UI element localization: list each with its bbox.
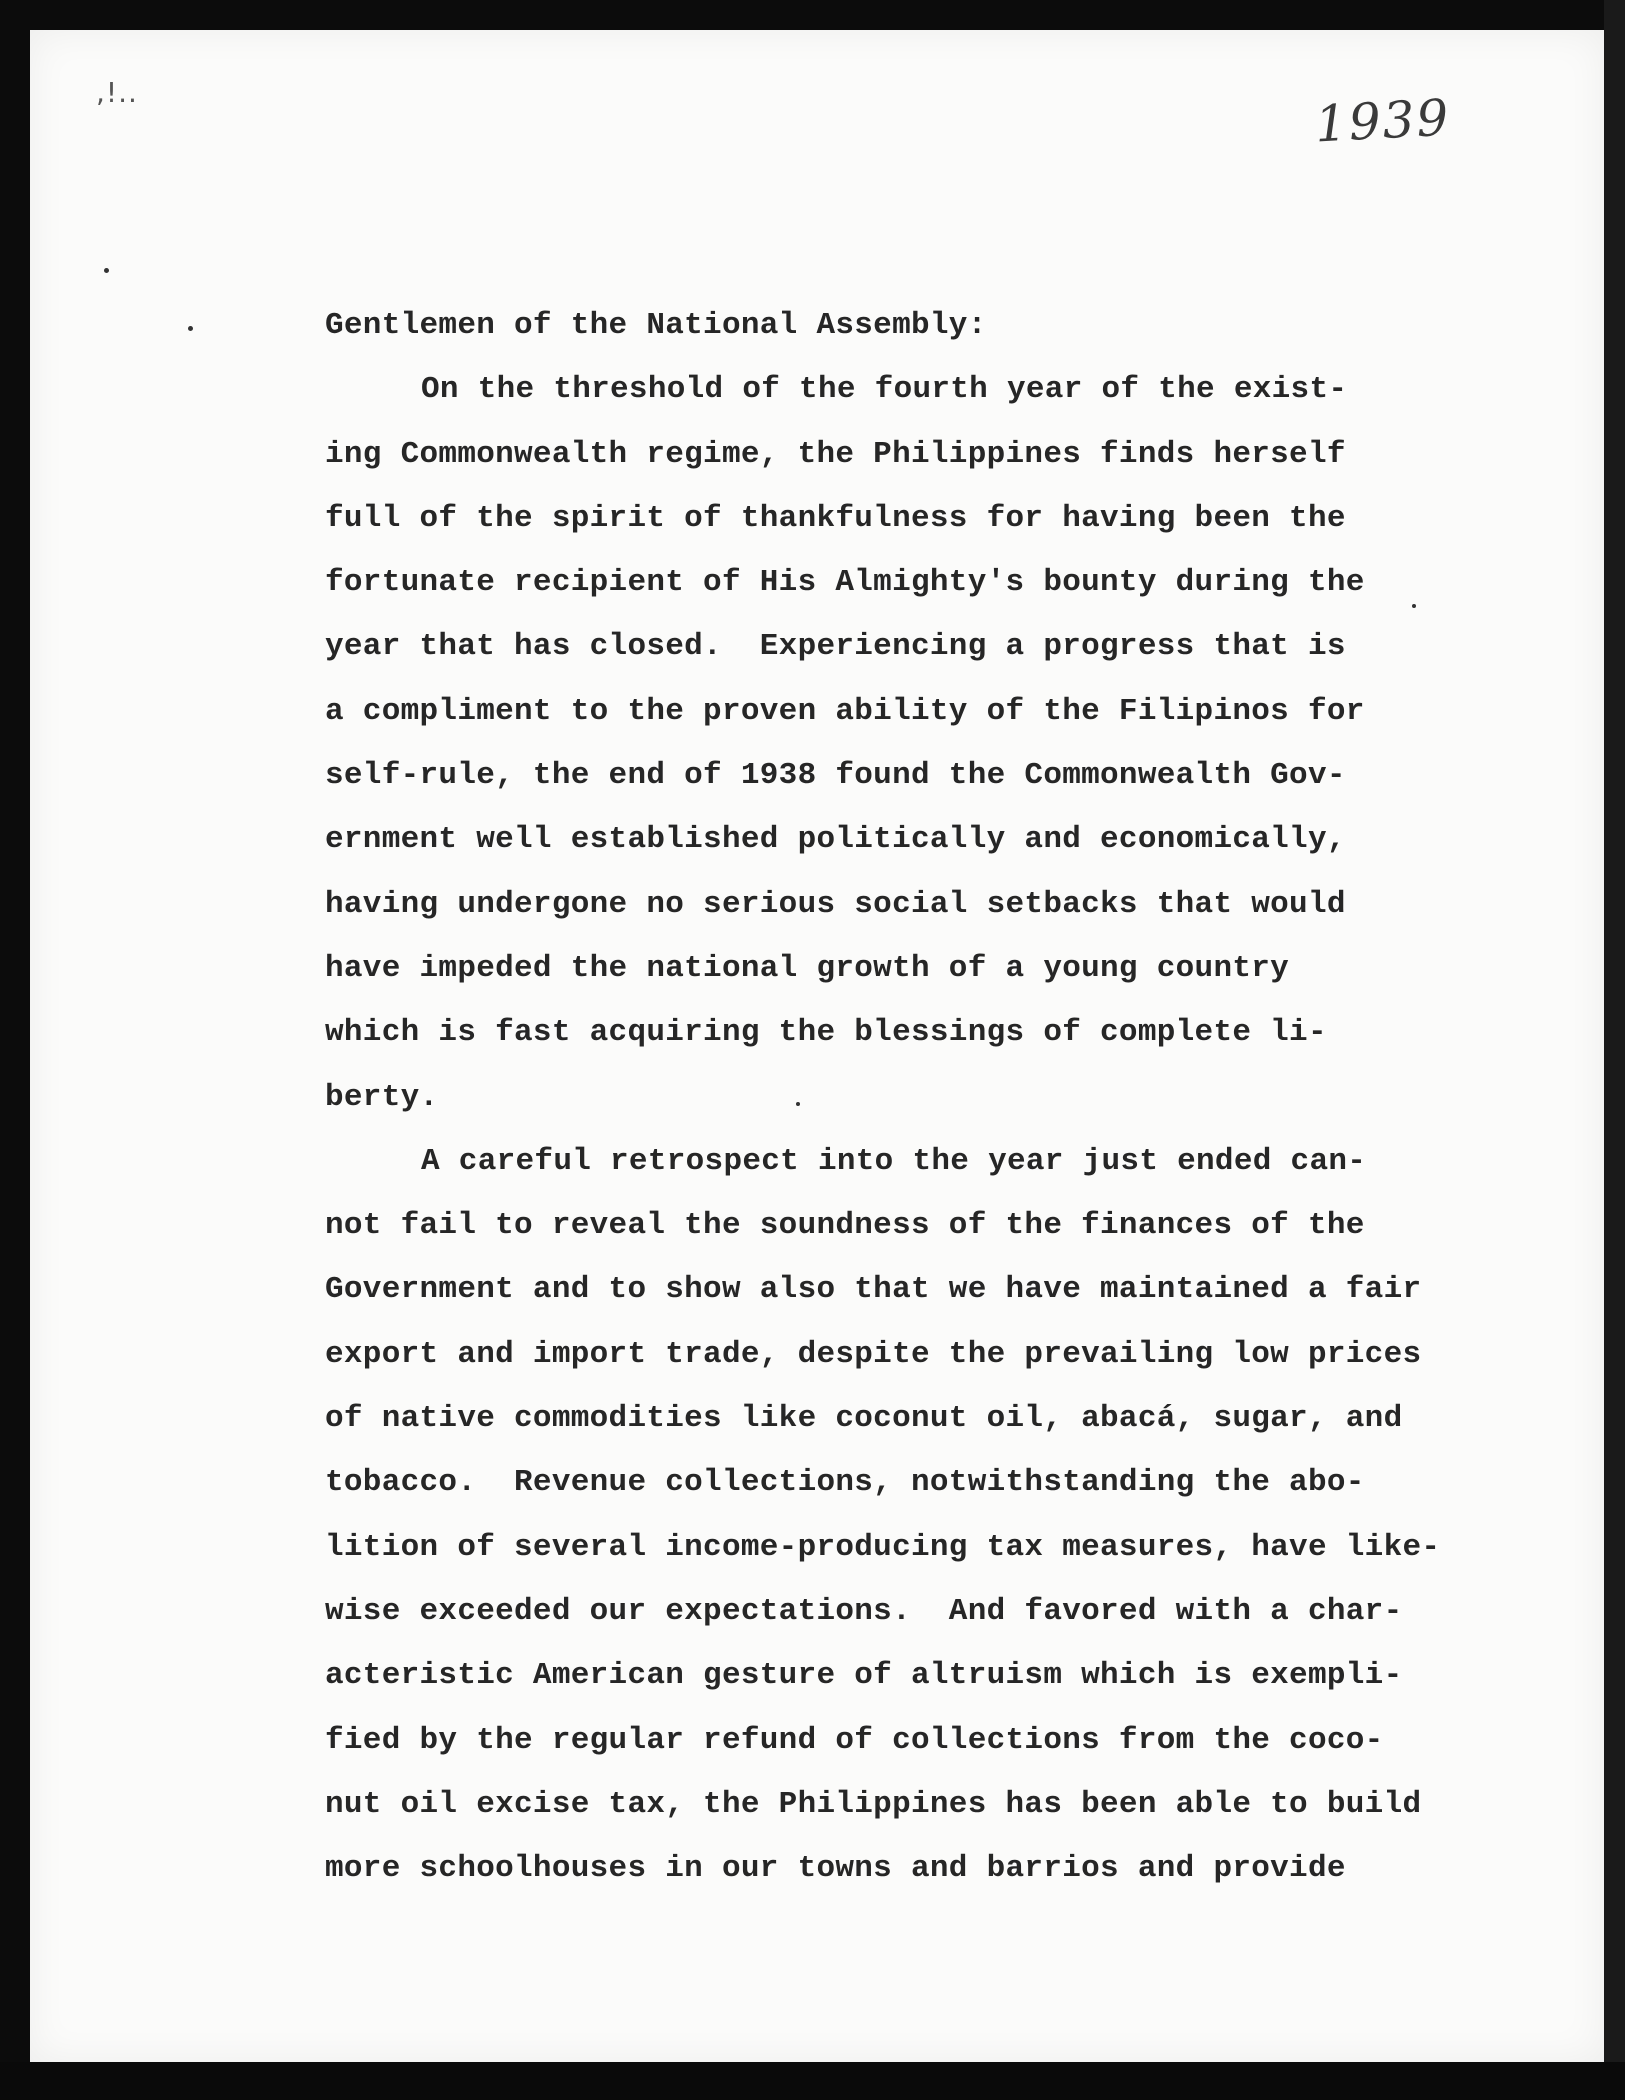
handwritten-year-annotation: 1939 <box>1313 88 1452 154</box>
text-line: nut oil excise tax, the Philippines has been able to build <box>325 1786 1422 1822</box>
scan-speck <box>104 268 109 273</box>
text-line: Government and to show also that we have maintained a fair <box>325 1272 1422 1308</box>
text-line: fied by the regular refund of collections from the coco- <box>325 1722 1384 1758</box>
text-line: wise exceeded our expectations. And favored with a char- <box>325 1593 1403 1629</box>
text-line: fortunate recipient of His Almighty's bounty during the <box>325 565 1365 601</box>
text-line: of native commodities like coconut oil, abacá, sugar, and <box>325 1401 1403 1437</box>
text-line: berty. <box>325 1079 439 1115</box>
text-line: more schoolhouses in our towns and barrios and provide <box>325 1851 1346 1887</box>
text-line: have impeded the national growth of a young country <box>325 950 1290 986</box>
scan-speck <box>188 326 193 331</box>
salutation-line: Gentlemen of the National Assembly: <box>325 308 987 343</box>
text-line: not fail to reveal the soundness of the finances of the <box>325 1208 1365 1244</box>
text-line: self-rule, the end of 1938 found the Commonwealth Gov- <box>325 758 1346 794</box>
text-line: export and import trade, despite the prevailing low prices <box>325 1336 1422 1372</box>
text-line: ernment well established politically and economically, <box>325 822 1346 858</box>
text-line: On the threshold of the fourth year of the exist- <box>421 372 1348 408</box>
text-line: A careful retrospect into the year just ended can- <box>421 1143 1367 1179</box>
text-line: year that has closed. Experiencing a progress that is <box>325 629 1346 665</box>
scan-border-right <box>1604 0 1625 2100</box>
text-line: which is fast acquiring the blessings of complete li- <box>325 1015 1327 1051</box>
speech-text <box>325 294 1485 1901</box>
text-line: lition of several income-producing tax measures, have like- <box>325 1529 1441 1565</box>
text-line: tobacco. Revenue collections, notwithstanding the abo- <box>325 1465 1365 1501</box>
text-line: ing Commonwealth regime, the Philippines finds herself <box>325 436 1346 472</box>
text-line: a compliment to the proven ability of the Filipinos for <box>325 693 1365 729</box>
corner-mark: ,!.. <box>96 76 138 109</box>
scan-border-bottom <box>0 2062 1625 2100</box>
text-line: acteristic American gesture of altruism which is exempli- <box>325 1658 1403 1694</box>
text-line: having undergone no serious social setbacks that would <box>325 886 1346 922</box>
text-line: full of the spirit of thankfulness for having been the <box>325 500 1346 536</box>
